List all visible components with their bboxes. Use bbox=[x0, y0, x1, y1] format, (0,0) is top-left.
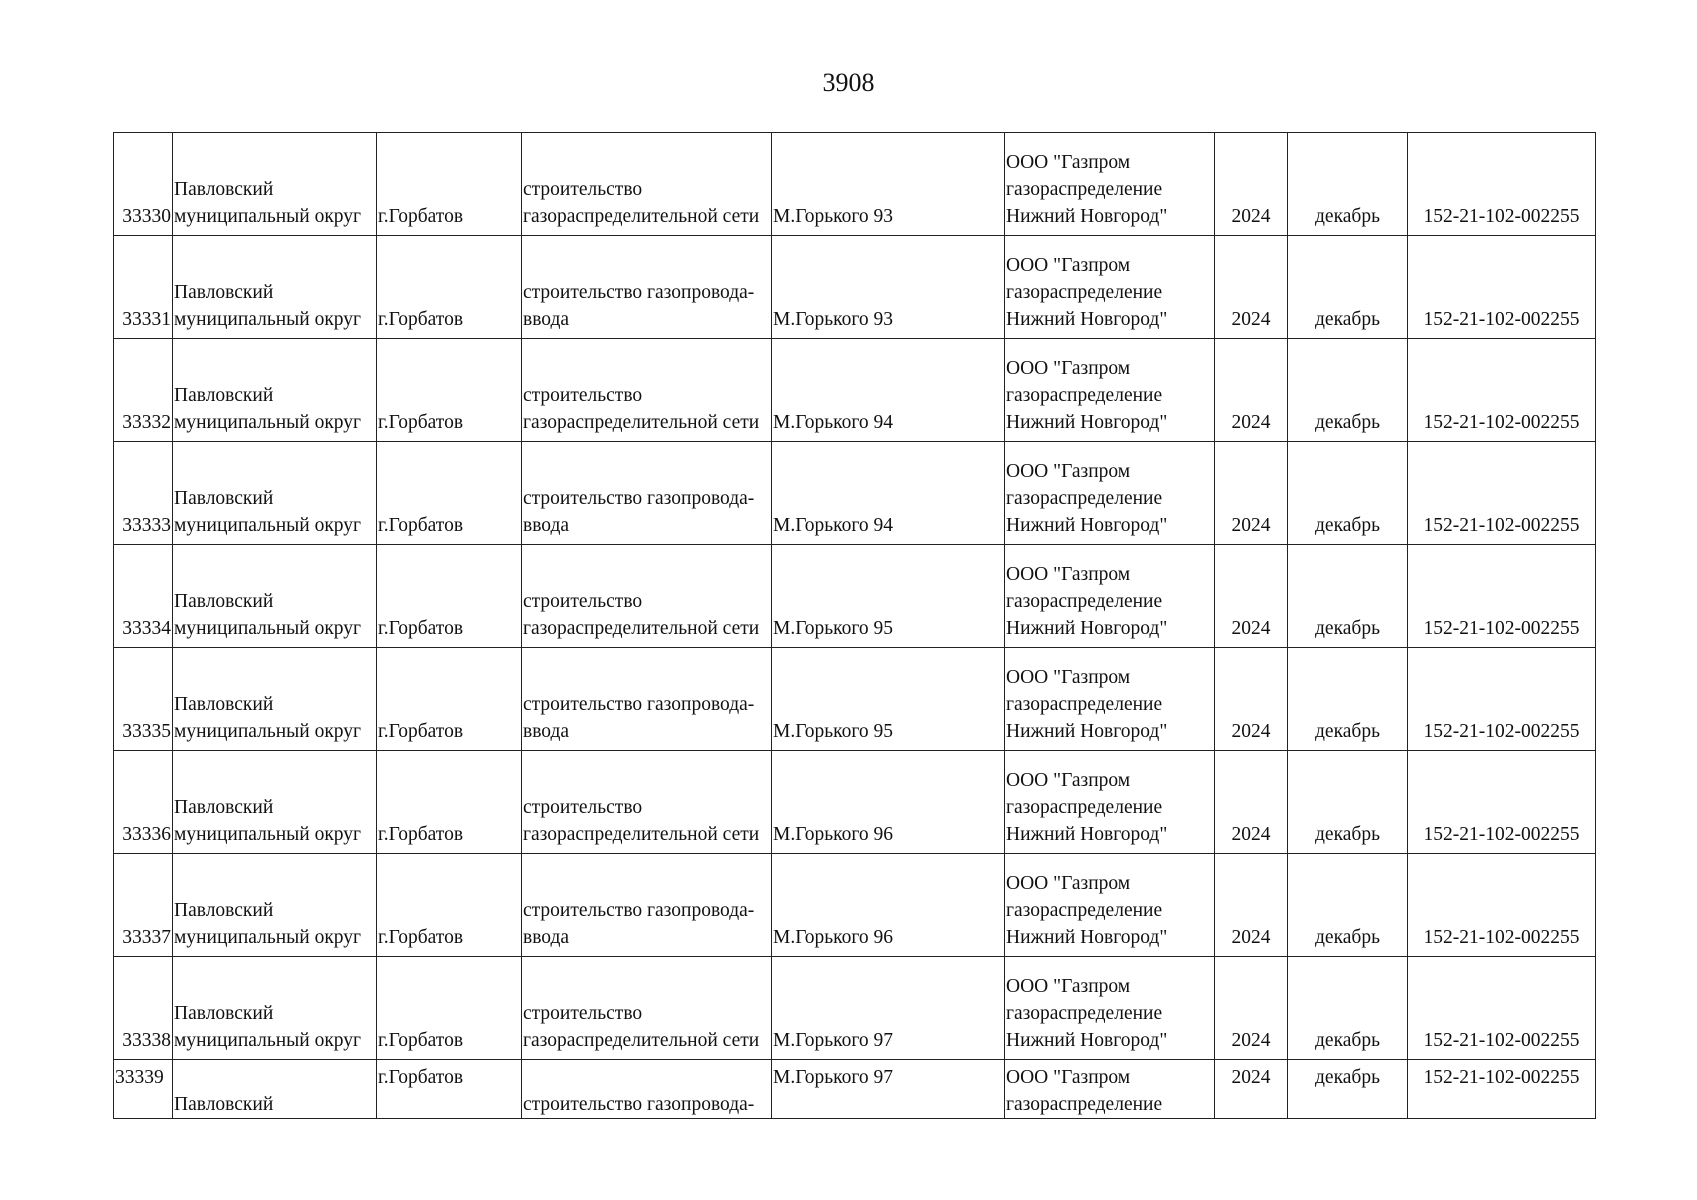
year: 2024 bbox=[1231, 1030, 1271, 1051]
row-id-cell bbox=[114, 957, 173, 1060]
registry-code: 152-21-102-002255 bbox=[1423, 618, 1580, 639]
row-id-cell bbox=[114, 339, 173, 442]
owner-line-1: ООО "Газпром bbox=[1006, 770, 1131, 791]
owner-cell bbox=[1005, 854, 1215, 957]
locality-cell bbox=[377, 442, 522, 545]
row-id: 33331 bbox=[122, 309, 171, 330]
owner-line-1: ООО "Газпром bbox=[1006, 976, 1131, 997]
locality-cell bbox=[377, 133, 522, 236]
year: 2024 bbox=[1231, 824, 1271, 845]
table-row bbox=[114, 236, 1596, 339]
owner-cell bbox=[1005, 442, 1215, 545]
locality: г.Горбатов bbox=[378, 1067, 464, 1088]
month-cell bbox=[1288, 957, 1408, 1060]
address: М.Горького 95 bbox=[773, 618, 894, 639]
locality: г.Горбатов bbox=[378, 309, 464, 330]
work-type-cell bbox=[522, 957, 772, 1060]
district-cell bbox=[173, 957, 377, 1060]
work-line-2: ввода bbox=[523, 721, 570, 742]
registry-code: 152-21-102-002255 bbox=[1423, 206, 1580, 227]
year: 2024 bbox=[1231, 309, 1271, 330]
work-line-1: строительство bbox=[523, 1003, 643, 1024]
district-line-2: муниципальный округ bbox=[174, 1030, 362, 1051]
locality-cell bbox=[377, 648, 522, 751]
year-cell bbox=[1215, 442, 1288, 545]
month: декабрь bbox=[1315, 309, 1380, 330]
address-cell bbox=[772, 1060, 1005, 1119]
address-cell bbox=[772, 957, 1005, 1060]
year: 2024 bbox=[1231, 1067, 1271, 1088]
row-id: 33333 bbox=[122, 515, 171, 536]
owner-line-3: Нижний Новгород" bbox=[1006, 721, 1168, 742]
district-cell bbox=[173, 751, 377, 854]
year-cell bbox=[1215, 133, 1288, 236]
address: М.Горького 93 bbox=[773, 206, 894, 227]
registry-code: 152-21-102-002255 bbox=[1423, 515, 1580, 536]
owner-line-1: ООО "Газпром bbox=[1006, 255, 1131, 276]
row-id-cell bbox=[114, 442, 173, 545]
year-cell bbox=[1215, 236, 1288, 339]
district-line-2: муниципальный округ bbox=[174, 927, 362, 948]
month: декабрь bbox=[1315, 1030, 1380, 1051]
work-line-1: строительство газопровода- bbox=[523, 900, 755, 921]
owner-cell bbox=[1005, 1060, 1215, 1119]
work-line-1: строительство bbox=[523, 179, 643, 200]
year-cell bbox=[1215, 545, 1288, 648]
address: М.Горького 97 bbox=[773, 1067, 894, 1088]
owner-line-3: Нижний Новгород" bbox=[1006, 309, 1168, 330]
table-body bbox=[114, 133, 1596, 1119]
month: декабрь bbox=[1315, 824, 1380, 845]
code-cell bbox=[1408, 751, 1596, 854]
district-line-2: муниципальный округ bbox=[174, 309, 362, 330]
owner-cell bbox=[1005, 957, 1215, 1060]
district-line-1: Павловский bbox=[174, 1003, 274, 1024]
address: М.Горького 96 bbox=[773, 824, 894, 845]
district-line-1: Павловский bbox=[174, 385, 274, 406]
address-cell bbox=[772, 751, 1005, 854]
year-cell bbox=[1215, 1060, 1288, 1119]
row-id: 33338 bbox=[122, 1030, 171, 1051]
address-cell bbox=[772, 339, 1005, 442]
owner-cell bbox=[1005, 545, 1215, 648]
year: 2024 bbox=[1231, 618, 1271, 639]
address: М.Горького 96 bbox=[773, 927, 894, 948]
year: 2024 bbox=[1231, 412, 1271, 433]
owner-line-2: газораспределение bbox=[1006, 1003, 1163, 1024]
owner-cell bbox=[1005, 236, 1215, 339]
code-cell bbox=[1408, 236, 1596, 339]
locality: г.Горбатов bbox=[378, 206, 464, 227]
month: декабрь bbox=[1315, 618, 1380, 639]
address-cell bbox=[772, 133, 1005, 236]
code-cell bbox=[1408, 442, 1596, 545]
locality: г.Горбатов bbox=[378, 412, 464, 433]
district-line-2: муниципальный округ bbox=[174, 618, 362, 639]
district-line-2: муниципальный округ bbox=[174, 515, 362, 536]
year-cell bbox=[1215, 751, 1288, 854]
row-id-cell bbox=[114, 545, 173, 648]
table-row bbox=[114, 957, 1596, 1060]
code-cell bbox=[1408, 957, 1596, 1060]
table-row bbox=[114, 133, 1596, 236]
work-line-1: строительство газопровода- bbox=[523, 488, 755, 509]
district-line-1: Павловский bbox=[174, 488, 274, 509]
code-cell bbox=[1408, 854, 1596, 957]
work-line-1: строительство газопровода- bbox=[523, 694, 755, 715]
work-line-1: строительство газопровода- bbox=[523, 282, 755, 303]
district-cell bbox=[173, 1060, 377, 1119]
row-id: 33337 bbox=[122, 927, 171, 948]
district-cell bbox=[173, 236, 377, 339]
year: 2024 bbox=[1231, 721, 1271, 742]
owner-line-2: газораспределение bbox=[1006, 385, 1163, 406]
district-line-2: муниципальный округ bbox=[174, 412, 362, 433]
owner-line-1: ООО "Газпром bbox=[1006, 1067, 1131, 1088]
address: М.Горького 93 bbox=[773, 309, 894, 330]
row-id-cell bbox=[114, 1060, 173, 1119]
owner-cell bbox=[1005, 751, 1215, 854]
owner-line-3: Нижний Новгород" bbox=[1006, 515, 1168, 536]
month: декабрь bbox=[1315, 206, 1380, 227]
month: декабрь bbox=[1315, 721, 1380, 742]
locality-cell bbox=[377, 957, 522, 1060]
code-cell bbox=[1408, 648, 1596, 751]
owner-line-2: газораспределение bbox=[1006, 797, 1163, 818]
year: 2024 bbox=[1231, 515, 1271, 536]
month-cell bbox=[1288, 648, 1408, 751]
code-cell bbox=[1408, 133, 1596, 236]
year-cell bbox=[1215, 648, 1288, 751]
work-type-cell bbox=[522, 133, 772, 236]
registry-code: 152-21-102-002255 bbox=[1423, 721, 1580, 742]
locality-cell bbox=[377, 854, 522, 957]
month-cell bbox=[1288, 133, 1408, 236]
address-cell bbox=[772, 442, 1005, 545]
owner-line-3: Нижний Новгород" bbox=[1006, 206, 1168, 227]
locality-cell bbox=[377, 751, 522, 854]
registry-code: 152-21-102-002255 bbox=[1423, 1030, 1580, 1051]
month: декабрь bbox=[1315, 515, 1380, 536]
owner-line-3: Нижний Новгород" bbox=[1006, 1030, 1168, 1051]
owner-line-2: газораспределение bbox=[1006, 694, 1163, 715]
address: М.Горького 95 bbox=[773, 721, 894, 742]
address-cell bbox=[772, 545, 1005, 648]
address: М.Горького 94 bbox=[773, 515, 894, 536]
owner-line-2: газораспределение bbox=[1006, 900, 1163, 921]
district-line-2: муниципальный округ bbox=[174, 206, 362, 227]
year-cell bbox=[1215, 957, 1288, 1060]
address: М.Горького 97 bbox=[773, 1030, 894, 1051]
month-cell bbox=[1288, 751, 1408, 854]
work-type-cell bbox=[522, 1060, 772, 1119]
row-id-cell bbox=[114, 648, 173, 751]
work-line-2: ввода bbox=[523, 309, 570, 330]
address-cell bbox=[772, 648, 1005, 751]
year: 2024 bbox=[1231, 927, 1271, 948]
district-line-2: муниципальный округ bbox=[174, 721, 362, 742]
work-type-cell bbox=[522, 236, 772, 339]
work-type-cell bbox=[522, 854, 772, 957]
row-id: 33330 bbox=[122, 206, 171, 227]
table-row bbox=[114, 339, 1596, 442]
table-row bbox=[114, 442, 1596, 545]
owner-cell bbox=[1005, 648, 1215, 751]
code-cell bbox=[1408, 1060, 1596, 1119]
district-line-1: Павловский bbox=[174, 694, 274, 715]
registry-code: 152-21-102-002255 bbox=[1423, 1067, 1580, 1088]
owner-line-3: Нижний Новгород" bbox=[1006, 618, 1168, 639]
address-cell bbox=[772, 236, 1005, 339]
owner-line-3: Нижний Новгород" bbox=[1006, 927, 1168, 948]
year-cell bbox=[1215, 854, 1288, 957]
locality: г.Горбатов bbox=[378, 927, 464, 948]
row-id: 33335 bbox=[122, 721, 171, 742]
owner-line-2: газораспределение bbox=[1006, 591, 1163, 612]
row-id: 33339 bbox=[115, 1067, 164, 1088]
work-line-2: газораспределительной сети bbox=[523, 824, 760, 845]
owner-cell bbox=[1005, 133, 1215, 236]
work-line-2: газораспределительной сети bbox=[523, 1030, 760, 1051]
registry-code: 152-21-102-002255 bbox=[1423, 824, 1580, 845]
work-line-2: газораспределительной сети bbox=[523, 618, 760, 639]
owner-line-1: ООО "Газпром bbox=[1006, 873, 1131, 894]
owner-line-2: газораспределение bbox=[1006, 488, 1163, 509]
owner-cell bbox=[1005, 339, 1215, 442]
district-cell bbox=[173, 442, 377, 545]
district-line-1: Павловский bbox=[174, 282, 274, 303]
locality: г.Горбатов bbox=[378, 1030, 464, 1051]
month-cell bbox=[1288, 442, 1408, 545]
district-line-1: Павловский bbox=[174, 179, 274, 200]
row-id: 33332 bbox=[122, 412, 171, 433]
owner-line-1: ООО "Газпром bbox=[1006, 564, 1131, 585]
table-row bbox=[114, 545, 1596, 648]
month-cell bbox=[1288, 339, 1408, 442]
owner-line-3: Нижний Новгород" bbox=[1006, 824, 1168, 845]
district-line-2: муниципальный округ bbox=[174, 824, 362, 845]
owner-line-1: ООО "Газпром bbox=[1006, 358, 1131, 379]
district-line-1: Павловский bbox=[174, 1094, 274, 1115]
work-type-cell bbox=[522, 339, 772, 442]
month-cell bbox=[1288, 1060, 1408, 1119]
year-cell bbox=[1215, 339, 1288, 442]
registry-code: 152-21-102-002255 bbox=[1423, 927, 1580, 948]
locality-cell bbox=[377, 1060, 522, 1119]
district-cell bbox=[173, 648, 377, 751]
month-cell bbox=[1288, 236, 1408, 339]
owner-line-1: ООО "Газпром bbox=[1006, 667, 1131, 688]
locality-cell bbox=[377, 236, 522, 339]
locality-cell bbox=[377, 545, 522, 648]
row-id-cell bbox=[114, 236, 173, 339]
work-type-cell bbox=[522, 751, 772, 854]
work-line-2: газораспределительной сети bbox=[523, 206, 760, 227]
district-cell bbox=[173, 133, 377, 236]
registry-table bbox=[113, 132, 1596, 1119]
table-row bbox=[114, 648, 1596, 751]
owner-line-1: ООО "Газпром bbox=[1006, 152, 1131, 173]
district-line-1: Павловский bbox=[174, 900, 274, 921]
work-line-1: строительство газопровода- bbox=[523, 1094, 755, 1115]
row-id: 33334 bbox=[122, 618, 171, 639]
table-row bbox=[114, 751, 1596, 854]
registry-code: 152-21-102-002255 bbox=[1423, 412, 1580, 433]
owner-line-1: ООО "Газпром bbox=[1006, 461, 1131, 482]
work-line-1: строительство bbox=[523, 797, 643, 818]
row-id-cell bbox=[114, 133, 173, 236]
month: декабрь bbox=[1315, 412, 1380, 433]
page-number: 3908 bbox=[822, 68, 875, 97]
registry-code: 152-21-102-002255 bbox=[1423, 309, 1580, 330]
month: декабрь bbox=[1315, 1067, 1380, 1088]
district-line-1: Павловский bbox=[174, 591, 274, 612]
row-id-cell bbox=[114, 854, 173, 957]
work-line-2: газораспределительной сети bbox=[523, 412, 760, 433]
work-type-cell bbox=[522, 648, 772, 751]
code-cell bbox=[1408, 545, 1596, 648]
address-cell bbox=[772, 854, 1005, 957]
code-cell bbox=[1408, 339, 1596, 442]
locality: г.Горбатов bbox=[378, 515, 464, 536]
owner-line-2: газораспределение bbox=[1006, 282, 1163, 303]
work-line-1: строительство bbox=[523, 385, 643, 406]
district-cell bbox=[173, 339, 377, 442]
district-line-1: Павловский bbox=[174, 797, 274, 818]
work-type-cell bbox=[522, 442, 772, 545]
district-cell bbox=[173, 545, 377, 648]
table-row bbox=[114, 854, 1596, 957]
row-id-cell bbox=[114, 751, 173, 854]
table-row-partial bbox=[114, 1060, 1596, 1119]
month-cell bbox=[1288, 854, 1408, 957]
locality: г.Горбатов bbox=[378, 721, 464, 742]
locality: г.Горбатов bbox=[378, 618, 464, 639]
work-line-2: ввода bbox=[523, 927, 570, 948]
owner-line-3: Нижний Новгород" bbox=[1006, 412, 1168, 433]
address: М.Горького 94 bbox=[773, 412, 894, 433]
month-cell bbox=[1288, 545, 1408, 648]
district-cell bbox=[173, 854, 377, 957]
work-line-1: строительство bbox=[523, 591, 643, 612]
locality-cell bbox=[377, 339, 522, 442]
year: 2024 bbox=[1231, 206, 1271, 227]
work-line-2: ввода bbox=[523, 515, 570, 536]
locality: г.Горбатов bbox=[378, 824, 464, 845]
month: декабрь bbox=[1315, 927, 1380, 948]
owner-line-2: газораспределение bbox=[1006, 179, 1163, 200]
work-type-cell bbox=[522, 545, 772, 648]
owner-line-2: газораспределение bbox=[1006, 1094, 1163, 1115]
row-id: 33336 bbox=[122, 824, 171, 845]
